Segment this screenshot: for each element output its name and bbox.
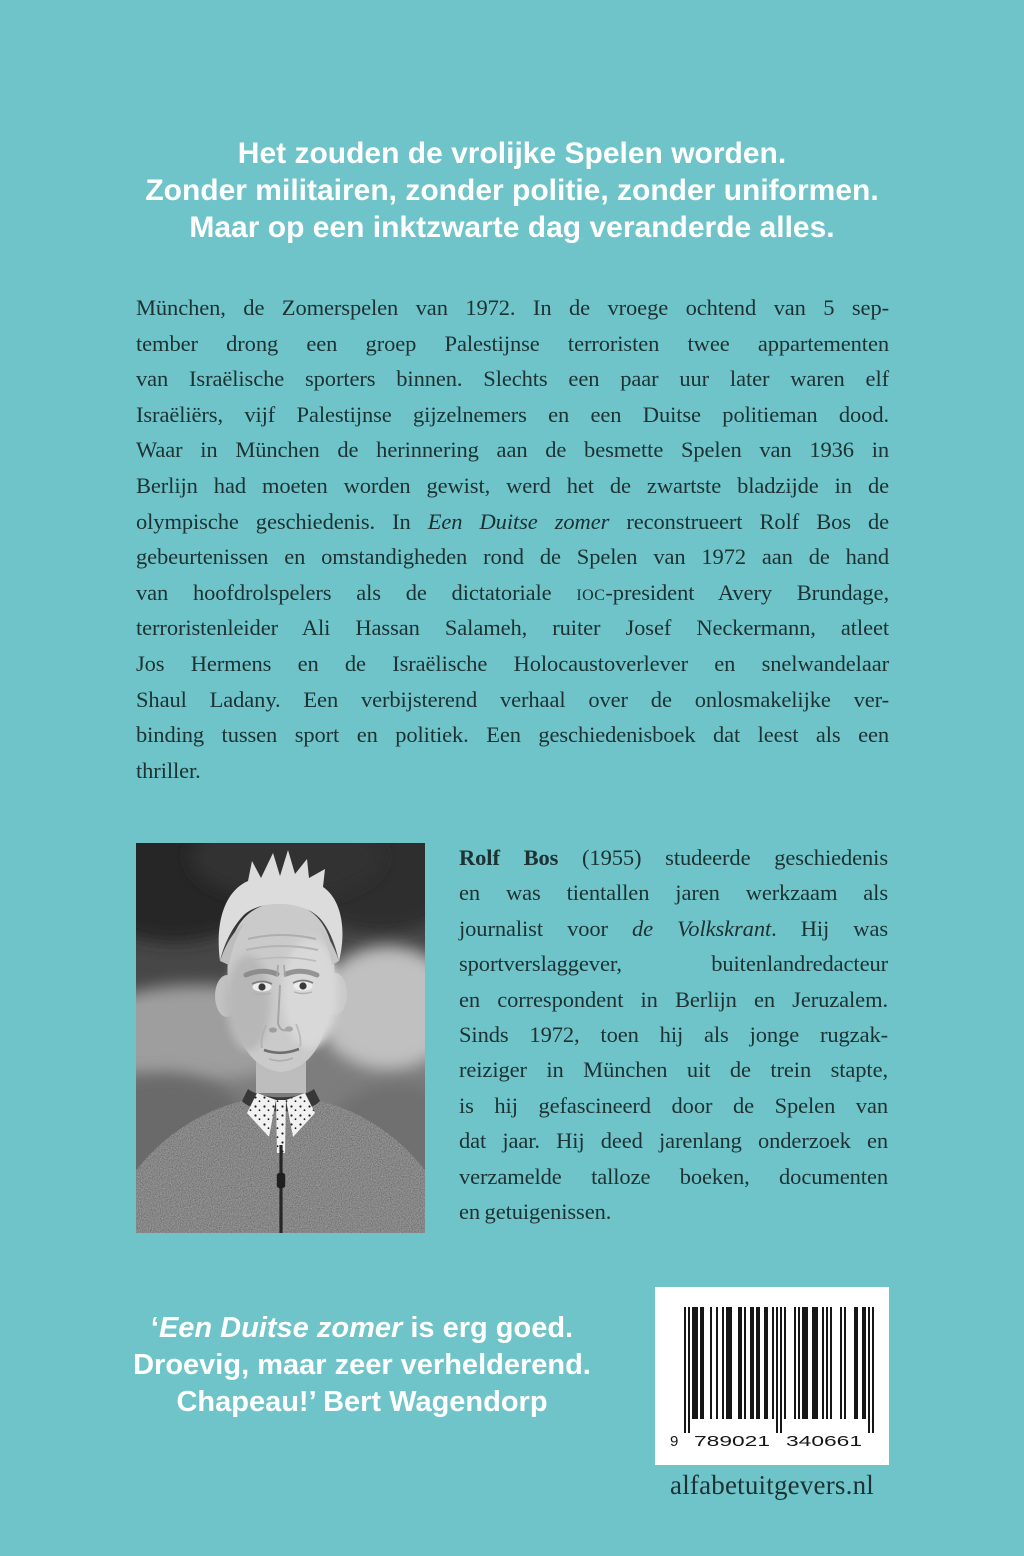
- text-line: Waar in München de herinnering aan de besmette Spelen van 1936 in: [136, 437, 889, 463]
- text-line: Het zouden de vrolijke Spelen worden.: [237, 137, 787, 170]
- text-line: Berlijn had moeten worden gewist, werd het de zwartste bladzijde in de: [136, 472, 889, 498]
- text-line: Israëliërs, vijf Palestijnse gijzelnemers en een Duitse politieman dood.: [136, 401, 889, 427]
- ean13-barcode: [670, 1307, 874, 1449]
- text-line: binding tussen sport en politiek. Een geschiedenisboek dat leest als een: [136, 722, 889, 748]
- text-line: verzamelde talloze boeken, documenten: [459, 1163, 888, 1189]
- author-bio: [459, 840, 888, 1229]
- text-line: en was tientallen jaren werkzaam als: [459, 880, 888, 906]
- text-line: terroristenleider Ali Hassan Salameh, ruiter Josef Neckermann, atleet: [136, 615, 889, 641]
- barcode-panel: [655, 1287, 889, 1465]
- text-line: München, de Zomerspelen van 1972. In de vroege ochtend van 5 sep-: [136, 295, 889, 320]
- author-portrait-illustration: [136, 843, 425, 1233]
- text-line: van hoofdrolspelers als de dictatoriale ioc-president Avery Brundage,: [136, 579, 889, 605]
- text-line: Rolf Bos (1955) studeerde geschiedenis: [459, 845, 888, 870]
- text-line: gebeurtenissen en omstandigheden rond de Spelen van 1972 aan de hand: [136, 544, 889, 570]
- text-line: reiziger in München uit de trein stapte,: [459, 1057, 888, 1083]
- text-line: Jos Hermens en de Israëlische Holocaustoverlever en snelwandelaar: [136, 650, 889, 676]
- svg-text:789021: 789021: [694, 1433, 770, 1449]
- text-line: dat jaar. Hij deed jarenlang onderzoek en: [459, 1128, 888, 1154]
- text-line: Maar op een inktzwarte dag veranderde alles.: [189, 211, 835, 244]
- text-line: Zonder militairen, zonder politie, zonder uniformen.: [145, 174, 879, 207]
- author-photo: [136, 843, 425, 1233]
- text-line: Droevig, maar zeer verhelderend.: [133, 1349, 591, 1381]
- text-line: ‘Een Duitse zomer is erg goed.: [150, 1312, 574, 1344]
- text-line: Chapeau!’ Bert Wagendorp: [176, 1386, 548, 1418]
- review-quote: [104, 1310, 620, 1421]
- text-line: en correspondent in Berlijn en Jeruzalem.: [459, 986, 888, 1012]
- tagline: [0, 135, 1024, 246]
- text-line: is hij gefascineerd door de Spelen van: [459, 1092, 888, 1118]
- publisher-url: alfabetuitgevers.nl: [670, 1470, 874, 1500]
- svg-text:9: 9: [670, 1433, 679, 1449]
- text-line: Shaul Ladany. Een verbijsterend verhaal over de onlosmakelijke ver-: [136, 686, 889, 712]
- svg-text:340661: 340661: [786, 1433, 862, 1449]
- text-line: en getuigenissen.: [459, 1199, 612, 1225]
- text-line: Sinds 1972, toen hij als jonge rugzak-: [459, 1022, 888, 1048]
- text-line: tember drong een groep Palestijnse terroristen twee appartementen: [136, 330, 889, 356]
- text-line: van Israëlische sporters binnen. Slechts een paar uur later waren elf: [136, 366, 889, 392]
- text-line: sportverslaggever, buitenlandredacteur: [459, 951, 888, 977]
- text-line: journalist voor de Volkskrant. Hij was: [459, 915, 888, 941]
- synopsis-paragraph: [136, 290, 889, 788]
- text-line: thriller.: [136, 757, 201, 783]
- text-line: olympische geschiedenis. In Een Duitse zomer reconstrueert Rolf Bos de: [136, 508, 890, 534]
